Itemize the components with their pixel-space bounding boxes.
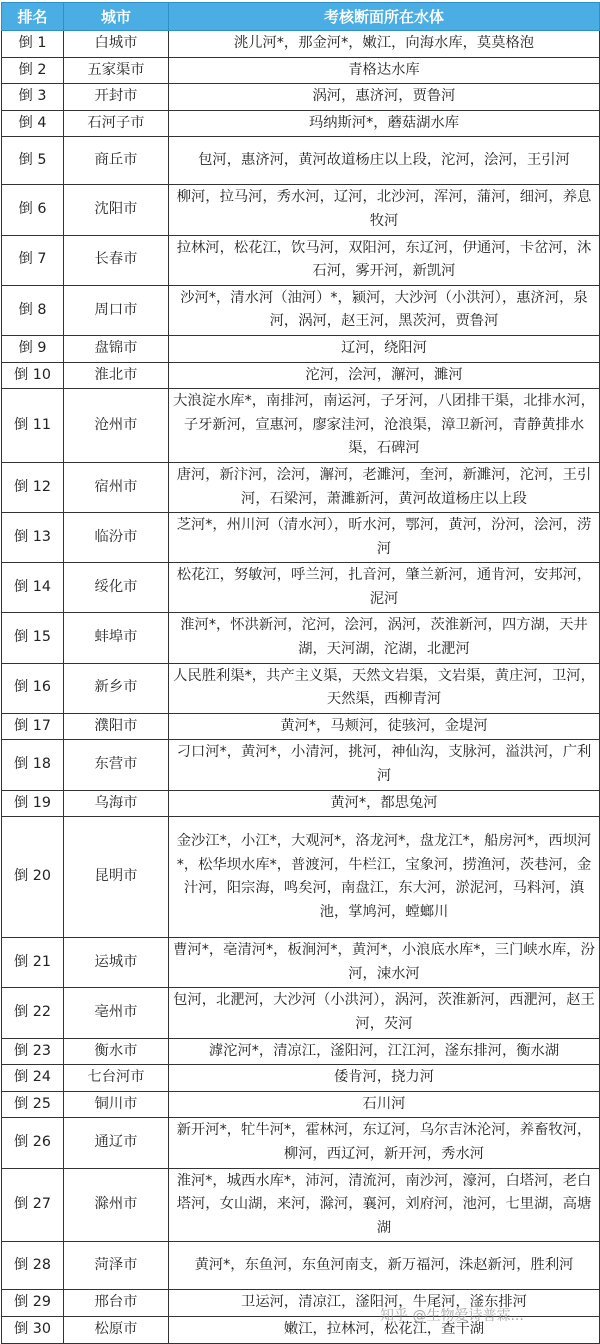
- water-body-cell: 黄河*，马颊河，徒骇河，金堤河: [169, 713, 600, 740]
- city-cell: 盘锦市: [64, 335, 169, 362]
- table-row: [2, 613, 600, 663]
- rank-cell: 倒 1: [2, 31, 64, 58]
- water-body-cell: 曹河*，亳清河*，板涧河*，黄河*，小浪底水库*，三门峡水库，汾河，涑水河: [169, 938, 600, 988]
- city-cell: 沧州市: [64, 389, 169, 463]
- water-body-cell: 包河，北淝河，大沙河（小洪河），涡河，茨淮新河，西淝河，赵王河，芡河: [169, 988, 600, 1038]
- city-cell: 五家渠市: [64, 57, 169, 84]
- table-row: [2, 1091, 600, 1118]
- city-cell: 商丘市: [64, 137, 169, 185]
- table-row: [2, 663, 600, 713]
- table-row: [2, 817, 600, 938]
- city-cell: 邢台市: [64, 1290, 169, 1317]
- city-cell: 铜川市: [64, 1091, 169, 1118]
- table-row: [2, 1065, 600, 1092]
- ranking-table: [1, 2, 600, 1344]
- table-row: [2, 790, 600, 817]
- table-row: [2, 563, 600, 613]
- city-cell: 东营市: [64, 740, 169, 790]
- city-cell: 绥化市: [64, 563, 169, 613]
- city-cell: 沈阳市: [64, 185, 169, 235]
- water-body-cell: 倭肯河，挠力河: [169, 1065, 600, 1092]
- city-cell: 周口市: [64, 285, 169, 335]
- water-body-cell: 滹沱河*，清凉江，滏阳河，江江河，滏东排河，衡水湖: [169, 1038, 600, 1065]
- city-cell: 濮阳市: [64, 713, 169, 740]
- header-water-body: 考核断面所在水体: [169, 3, 600, 31]
- city-cell: 昆明市: [64, 817, 169, 938]
- table-row: [2, 31, 600, 58]
- table-row: [2, 57, 600, 84]
- table-row: [2, 938, 600, 988]
- city-cell: 长春市: [64, 235, 169, 285]
- city-cell: 临汾市: [64, 513, 169, 563]
- water-body-cell: 人民胜利渠*，共产主义渠，天然文岩渠，文岩渠，黄庄河，卫河，天然渠，西柳青河: [169, 663, 600, 713]
- water-body-cell: 沙河*，清水河（油河）*，颍河，大沙河（小洪河），惠济河，泉河，涡河，赵王河，黑茨河，贾鲁河: [169, 285, 600, 335]
- water-body-cell: 沱河，浍河，澥河，濉河: [169, 362, 600, 389]
- rank-cell: 倒 18: [2, 740, 64, 790]
- rank-cell: 倒 16: [2, 663, 64, 713]
- rank-cell: 倒 11: [2, 389, 64, 463]
- city-cell: 乌海市: [64, 790, 169, 817]
- table-row: [2, 1242, 600, 1290]
- rank-cell: 倒 12: [2, 462, 64, 512]
- table-row: [2, 185, 600, 235]
- table-row: [2, 988, 600, 1038]
- city-cell: 松原市: [64, 1316, 169, 1343]
- water-body-cell: 嫩江，拉林河，松花江，查干湖: [169, 1316, 600, 1343]
- water-body-cell: 淮河*，怀洪新河，沱河，浍河，涡河，茨淮新河，四方湖，天井湖，天河湖，沱湖，北淝河: [169, 613, 600, 663]
- table-row: [2, 110, 600, 137]
- table-row: [2, 137, 600, 185]
- rank-cell: 倒 24: [2, 1065, 64, 1092]
- rank-cell: 倒 2: [2, 57, 64, 84]
- rank-cell: 倒 23: [2, 1038, 64, 1065]
- city-cell: 滁州市: [64, 1168, 169, 1242]
- rank-cell: 倒 17: [2, 713, 64, 740]
- water-body-cell: 唐河，新汴河，浍河，澥河，老濉河，奎河，新濉河，沱河，王引河，石梁河，萧濉新河，黄河故道杨庄以上段: [169, 462, 600, 512]
- rank-cell: 倒 28: [2, 1242, 64, 1290]
- rank-cell: 倒 19: [2, 790, 64, 817]
- water-body-cell: 新开河*，牤牛河*，霍林河，东辽河，乌尔吉沐沦河，养畜牧河，柳河，西辽河，新开河，秀水河: [169, 1118, 600, 1168]
- water-body-cell: 芝河*，州川河（清水河），昕水河，鄂河，黄河，汾河，浍河，涝河: [169, 513, 600, 563]
- city-cell: 菏泽市: [64, 1242, 169, 1290]
- table-row: [2, 335, 600, 362]
- city-cell: 衡水市: [64, 1038, 169, 1065]
- water-body-cell: 涡河，惠济河，贾鲁河: [169, 84, 600, 111]
- city-cell: 运城市: [64, 938, 169, 988]
- table-row: [2, 362, 600, 389]
- table-body: [2, 31, 600, 1344]
- rank-cell: 倒 13: [2, 513, 64, 563]
- table-row: [2, 713, 600, 740]
- rank-cell: 倒 25: [2, 1091, 64, 1118]
- rank-cell: 倒 7: [2, 235, 64, 285]
- water-body-cell: 松花江，努敏河，呼兰河，扎音河，肇兰新河，通肯河，安邦河，泥河: [169, 563, 600, 613]
- water-body-cell: 大浪淀水库*，南排河，南运河，子牙河，八团排干渠，北排水河，子牙新河，宣惠河，廖家洼河，沧浪渠，漳卫新河，青静黄排水渠，石碑河: [169, 389, 600, 463]
- water-body-cell: 青格达水库: [169, 57, 600, 84]
- water-body-cell: 刁口河*，黄河*，小清河，挑河，神仙沟，支脉河，溢洪河，广利河: [169, 740, 600, 790]
- table-row: [2, 740, 600, 790]
- city-cell: 亳州市: [64, 988, 169, 1038]
- table-row: [2, 462, 600, 512]
- rank-cell: 倒 14: [2, 563, 64, 613]
- rank-cell: 倒 27: [2, 1168, 64, 1242]
- rank-cell: 倒 5: [2, 137, 64, 185]
- table-row: [2, 1118, 600, 1168]
- rank-cell: 倒 8: [2, 285, 64, 335]
- water-body-cell: 洮儿河*，那金河*，嫩江，向海水库，莫莫格泡: [169, 31, 600, 58]
- city-cell: 淮北市: [64, 362, 169, 389]
- water-body-cell: 金沙江*，小江*，大观河*，洛龙河*，盘龙江*，船房河*，西坝河*，松华坝水库*，普渡河，牛栏江，宝象河，捞渔河，茨巷河，金汁河，阳宗海，鸣矣河，南盘江，东大河，淤泥河，马料河，滇池，掌鸠河，螳螂川: [169, 817, 600, 938]
- table-header-row: [2, 3, 600, 31]
- table-row: [2, 285, 600, 335]
- city-cell: 新乡市: [64, 663, 169, 713]
- water-body-cell: 辽河，绕阳河: [169, 335, 600, 362]
- rank-cell: 倒 10: [2, 362, 64, 389]
- rank-cell: 倒 26: [2, 1118, 64, 1168]
- city-cell: 蚌埠市: [64, 613, 169, 663]
- city-cell: 宿州市: [64, 462, 169, 512]
- city-cell: 通辽市: [64, 1118, 169, 1168]
- water-body-cell: 包河，惠济河，黄河故道杨庄以上段，沱河，浍河，王引河: [169, 137, 600, 185]
- table-row: [2, 1168, 600, 1242]
- water-body-cell: 黄河*，都思兔河: [169, 790, 600, 817]
- rank-cell: 倒 6: [2, 185, 64, 235]
- rank-cell: 倒 30: [2, 1316, 64, 1343]
- rank-cell: 倒 21: [2, 938, 64, 988]
- water-body-cell: 拉林河，松花江，饮马河，双阳河，东辽河，伊通河，卡岔河，沐石河，雾开河，新凯河: [169, 235, 600, 285]
- rank-cell: 倒 22: [2, 988, 64, 1038]
- water-body-cell: 淮河*，城西水库*，沛河，清流河，南沙河，濠河，白塔河，老白塔河，女山湖，来河，滁河，襄河，刘府河，池河，七里湖，高塘湖: [169, 1168, 600, 1242]
- water-body-cell: 黄河*，东鱼河，东鱼河南支，新万福河，洙赵新河，胜利河: [169, 1242, 600, 1290]
- city-cell: 开封市: [64, 84, 169, 111]
- city-cell: 白城市: [64, 31, 169, 58]
- watermark: 知乎 @生物爱诗普霖...: [380, 1308, 524, 1324]
- city-cell: 石河子市: [64, 110, 169, 137]
- rank-cell: 倒 4: [2, 110, 64, 137]
- table-row: [2, 1038, 600, 1065]
- city-cell: 七台河市: [64, 1065, 169, 1092]
- rank-cell: 倒 3: [2, 84, 64, 111]
- header-rank: 排名: [2, 3, 64, 31]
- table-row: [2, 84, 600, 111]
- rank-cell: 倒 9: [2, 335, 64, 362]
- rank-cell: 倒 15: [2, 613, 64, 663]
- table-row: [2, 513, 600, 563]
- water-body-cell: 石川河: [169, 1091, 600, 1118]
- table-row: [2, 389, 600, 463]
- rank-cell: 倒 29: [2, 1290, 64, 1317]
- rank-cell: 倒 20: [2, 817, 64, 938]
- header-city: 城市: [64, 3, 169, 31]
- water-body-cell: 卫运河，清凉江，滏阳河，牛尾河，滏东排河: [169, 1290, 600, 1317]
- water-body-cell: 玛纳斯河*，蘑菇湖水库: [169, 110, 600, 137]
- table-row: [2, 235, 600, 285]
- water-body-cell: 柳河，拉马河，秀水河，辽河，北沙河，浑河，蒲河，细河，养息牧河: [169, 185, 600, 235]
